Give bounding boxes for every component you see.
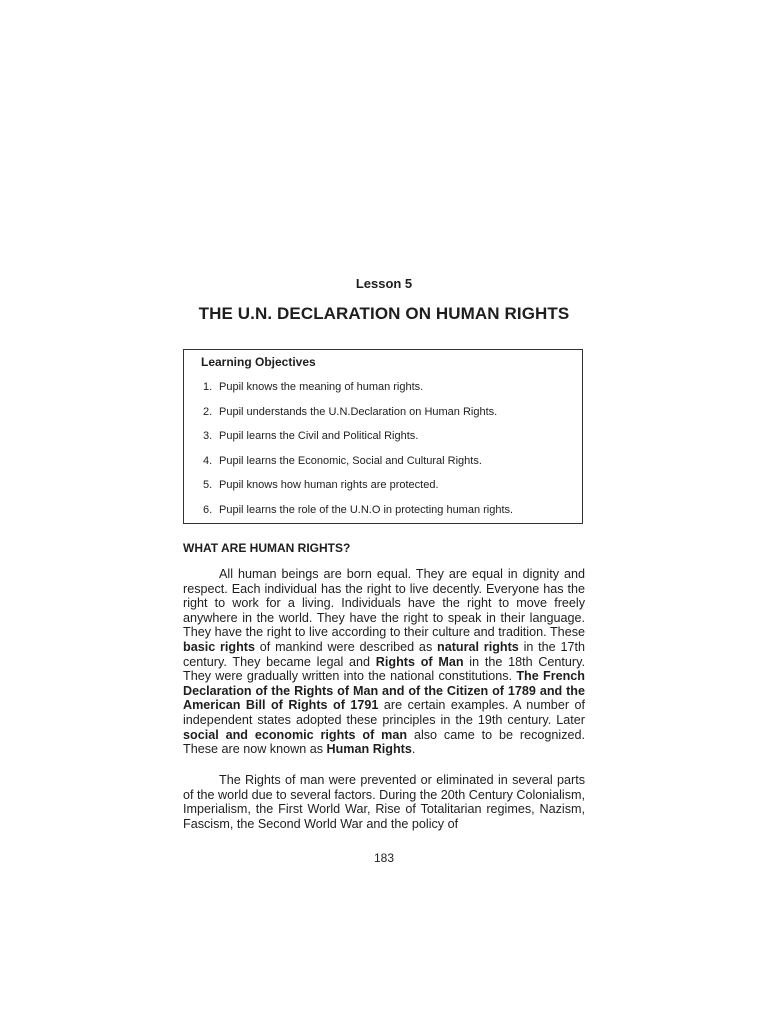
paragraph-text: are certain examples. A number of independent states adopted these principles in the 19th century. Later — [183, 698, 586, 727]
bold-term: Human Rights — [326, 742, 412, 757]
paragraph-text: of mankind were described as — [254, 639, 438, 654]
objective-text: Pupil learns the Civil and Political Rights. — [219, 430, 419, 443]
objective-text: Pupil knows the meaning of human rights. — [219, 381, 424, 393]
page-number: 183 — [373, 851, 395, 865]
objective-number: 4. — [203, 454, 213, 467]
objective-number: 5. — [203, 479, 213, 492]
objective-item — [203, 405, 513, 430]
body-paragraph: The Rights of man were prevented or eliminated in several parts of the world due to several factors. During the 20th Century Colonialism, Imperialism, the First World War, Rise of Totalitarian regimes, Nazism, Fascism, the Second World War and the policy of — [183, 773, 585, 831]
objective-item — [203, 429, 513, 454]
objective-text: Pupil learns the Economic, Social and Cultural Rights. — [219, 454, 482, 467]
bold-term: basic rights — [183, 639, 255, 654]
objective-item — [203, 454, 513, 479]
objective-number: 2. — [203, 405, 213, 418]
paragraph-text: in the 18th Century. They were gradually written into the national constitutions. — [183, 654, 585, 684]
objective-text: Pupil learns the role of the U.N.O in protecting human rights. — [219, 503, 514, 516]
objective-item — [203, 380, 513, 405]
paragraph-text: in the 17th century. They became legal and — [183, 639, 585, 669]
bold-term: The French Declaration of the Rights of Man and of the Citizen of 1789 and the American Bill of Rights of 1791 — [183, 669, 585, 713]
bold-term: Rights of Man — [375, 654, 464, 669]
objective-item — [203, 503, 513, 528]
lesson-label: Lesson 5 — [355, 276, 413, 291]
body-paragraph — [183, 567, 585, 757]
objective-item — [203, 478, 513, 503]
page-title: THE U.N. DECLARATION ON HUMAN RIGHTS — [198, 304, 570, 323]
paragraph-text: All human beings are born equal. They are equal in dignity and respect. Each individual has the right to live decently. Everyone has the right to work for a living. Individuals have the right to move freely anywhere in the world. They have the right to speak in their language. They have the right to live according to their culture and tradition. These — [183, 567, 585, 640]
paragraph-text: . — [411, 742, 416, 757]
section-heading: WHAT ARE HUMAN RIGHTS? — [183, 541, 351, 555]
learning-objectives-list — [203, 380, 513, 528]
objective-number: 6. — [203, 503, 213, 516]
objective-text: Pupil understands the U.N.Declaration on Human Rights. — [219, 405, 498, 418]
objective-number: 3. — [203, 430, 213, 443]
objective-number: 1. — [203, 381, 213, 393]
objective-text: Pupil knows how human rights are protected. — [219, 479, 439, 492]
bold-term: social and economic rights of man — [183, 727, 408, 742]
learning-objectives-box — [183, 349, 583, 524]
bold-term: natural rights — [437, 639, 519, 654]
learning-objectives-heading: Learning Objectives — [201, 355, 316, 369]
paragraph-text: also came to be recognized. These are now known as — [183, 727, 585, 757]
